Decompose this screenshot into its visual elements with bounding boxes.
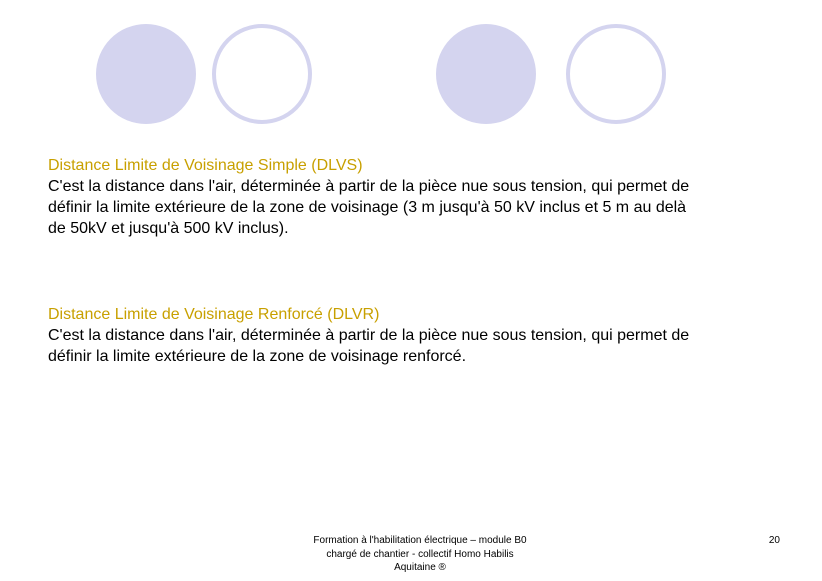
footer-line: chargé de chantier - collectif Homo Habilis: [326, 548, 514, 560]
body-line: de 50kV et jusqu'à 500 kV inclus).: [48, 220, 289, 237]
section-body: [48, 176, 788, 239]
body-line: C'est la distance dans l'air, déterminée à partir de la pièce nue sous tension, qui permet de: [48, 178, 690, 195]
body-line: définir la limite extérieure de la zone de voisinage renforcé.: [48, 348, 467, 365]
section-dlvs: [48, 155, 788, 239]
footer-line: Formation à l'habilitation électrique – module B0: [313, 535, 527, 546]
circle-ring-1: [212, 24, 312, 124]
body-line: définir la limite extérieure de la zone de voisinage (3 m jusqu'à 50 kV inclus et 5 m au delà: [48, 199, 687, 216]
page-number: 20: [768, 535, 780, 546]
section-heading: Distance Limite de Voisinage Simple (DLVS): [48, 157, 363, 174]
section-dlvr: [48, 304, 788, 367]
circle-filled-2: [436, 24, 536, 124]
section-body: [48, 325, 788, 367]
footer-line: Aquitaine ®: [394, 562, 446, 573]
footer-credits: [270, 534, 570, 575]
section-heading: Distance Limite de Voisinage Renforcé (DLVR): [48, 306, 380, 323]
circle-ring-2: [566, 24, 666, 124]
circle-filled-1: [96, 24, 196, 124]
body-line: C'est la distance dans l'air, déterminée à partir de la pièce nue sous tension, qui permet de: [48, 327, 690, 344]
